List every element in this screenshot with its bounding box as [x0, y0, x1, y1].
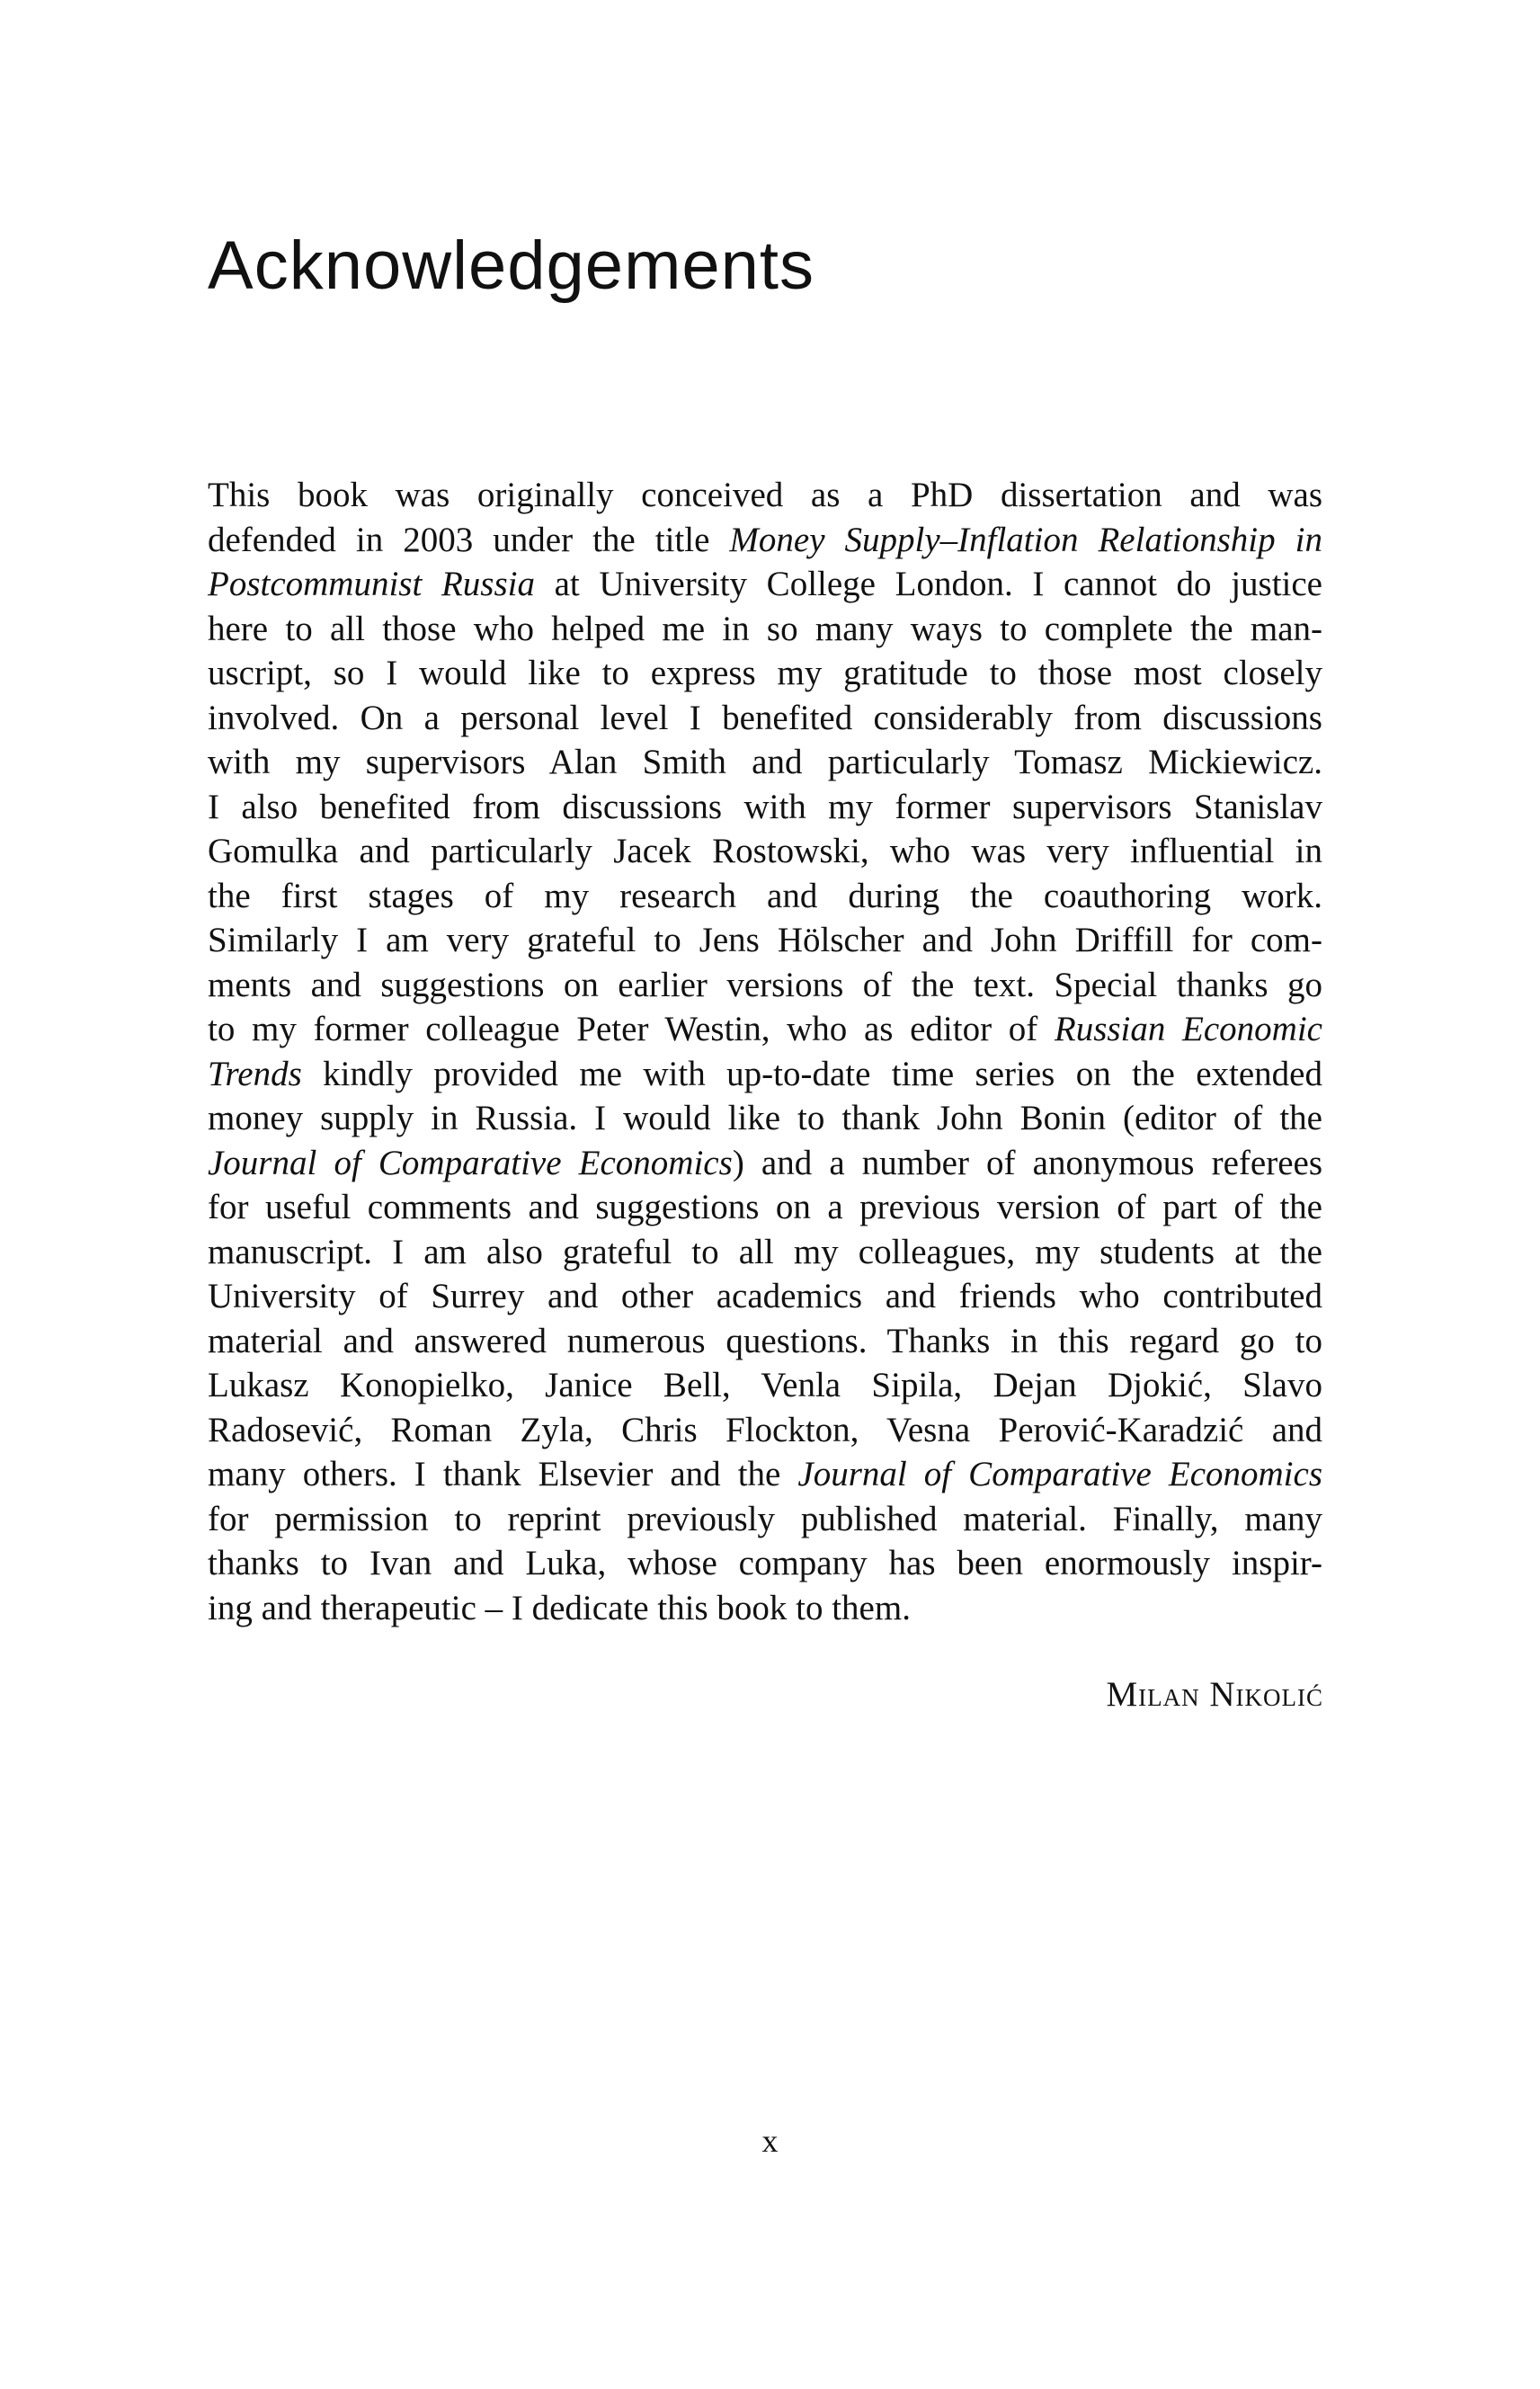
text-line: [208, 1497, 1322, 1542]
text-line: [208, 829, 1322, 874]
text-segment: University of Surrey and other academics and friends who contributed: [208, 1277, 1322, 1315]
text-line: [208, 696, 1322, 741]
italic-title-text: Journal of Comparative Economics: [797, 1455, 1322, 1493]
text-line: [208, 963, 1322, 1008]
text-segment: defended in 2003 under the title: [208, 520, 730, 559]
text-line: [208, 1096, 1322, 1141]
text-line: [208, 1141, 1322, 1186]
page-title: Acknowledgements: [208, 227, 815, 304]
text-line: [208, 740, 1322, 785]
text-line: [208, 874, 1322, 919]
text-line: [208, 1007, 1322, 1052]
text-line: [208, 651, 1322, 696]
text-segment: with my supervisors Alan Smith and particularly Tomasz Mickiewicz.: [208, 743, 1322, 781]
italic-title-text: Journal of Comparative Economics: [208, 1143, 733, 1182]
text-segment: ) and a number of anonymous referees: [732, 1143, 1322, 1182]
text-line: [208, 518, 1322, 563]
text-segment: thanks to Ivan and Luka, whose company has been enormously inspir-: [208, 1544, 1322, 1582]
text-segment: for permission to reprint previously published material. Finally, many: [208, 1499, 1322, 1538]
text-line: [208, 785, 1322, 830]
text-segment: Similarly I am very grateful to Jens Hölscher and John Driffill for com-: [208, 921, 1322, 959]
italic-title-text: Russian Economic: [1054, 1010, 1322, 1048]
text-segment: ing and therapeutic – I dedicate this book to them.: [208, 1588, 911, 1627]
italic-title-text: Money Supply–Inflation Relationship in: [729, 520, 1322, 559]
text-segment: Radosević, Roman Zyla, Chris Flockton, Vesna Perović-Karadzić and: [208, 1410, 1322, 1449]
text-segment: the first stages of my research and during the coauthoring work.: [208, 876, 1322, 915]
text-segment: for useful comments and suggestions on a previous version of part of the: [208, 1188, 1322, 1226]
text-segment: uscript, so I would like to express my gratitude to those most closely: [208, 654, 1322, 692]
text-segment: ments and suggestions on earlier versions of the text. Special thanks go: [208, 965, 1322, 1004]
text-line: [208, 1319, 1322, 1364]
text-segment: many others. I thank Elsevier and the: [208, 1455, 798, 1493]
text-line: [208, 1274, 1322, 1319]
text-line: [208, 918, 1322, 963]
italic-title-text: Trends: [208, 1054, 302, 1093]
text-line: [208, 562, 1322, 607]
text-line: [208, 1452, 1322, 1497]
text-line: [208, 607, 1322, 652]
italic-title-text: Postcommunist Russia: [208, 565, 535, 603]
text-segment: material and answered numerous questions. Thanks in this regard go to: [208, 1321, 1322, 1360]
text-line: [208, 1408, 1322, 1453]
text-segment: manuscript. I am also grateful to all my colleagues, my students at the: [208, 1232, 1322, 1271]
text-line: [208, 1541, 1322, 1586]
text-line: [208, 1586, 1322, 1631]
text-segment: money supply in Russia. I would like to thank John Bonin (editor of the: [208, 1099, 1322, 1137]
author-signature: Milan Nikolić: [1106, 1675, 1323, 1714]
page-number: x: [761, 2123, 779, 2159]
text-segment: Gomulka and particularly Jacek Rostowski, who was very influential in: [208, 832, 1322, 870]
text-segment: kindly provided me with up-to-date time series on the extended: [301, 1054, 1322, 1093]
text-segment: This book was originally conceived as a PhD dissertation and was: [208, 476, 1322, 514]
text-segment: to my former colleague Peter Westin, who as editor of: [208, 1010, 1055, 1048]
text-segment: Lukasz Konopielko, Janice Bell, Venla Sipila, Dejan Djokić, Slavo: [208, 1366, 1322, 1404]
text-segment: involved. On a personal level I benefited considerably from discussions: [208, 698, 1322, 737]
text-segment: here to all those who helped me in so many ways to complete the man-: [208, 609, 1322, 648]
acknowledgements-paragraph: [208, 473, 1322, 1630]
text-segment: I also benefited from discussions with my former supervisors Stanislav: [208, 787, 1322, 826]
text-line: [208, 1052, 1322, 1097]
text-line: [208, 1185, 1322, 1230]
text-line: [208, 473, 1322, 518]
text-line: [208, 1230, 1322, 1275]
text-line: [208, 1363, 1322, 1408]
text-segment: at University College London. I cannot do justice: [534, 565, 1322, 603]
